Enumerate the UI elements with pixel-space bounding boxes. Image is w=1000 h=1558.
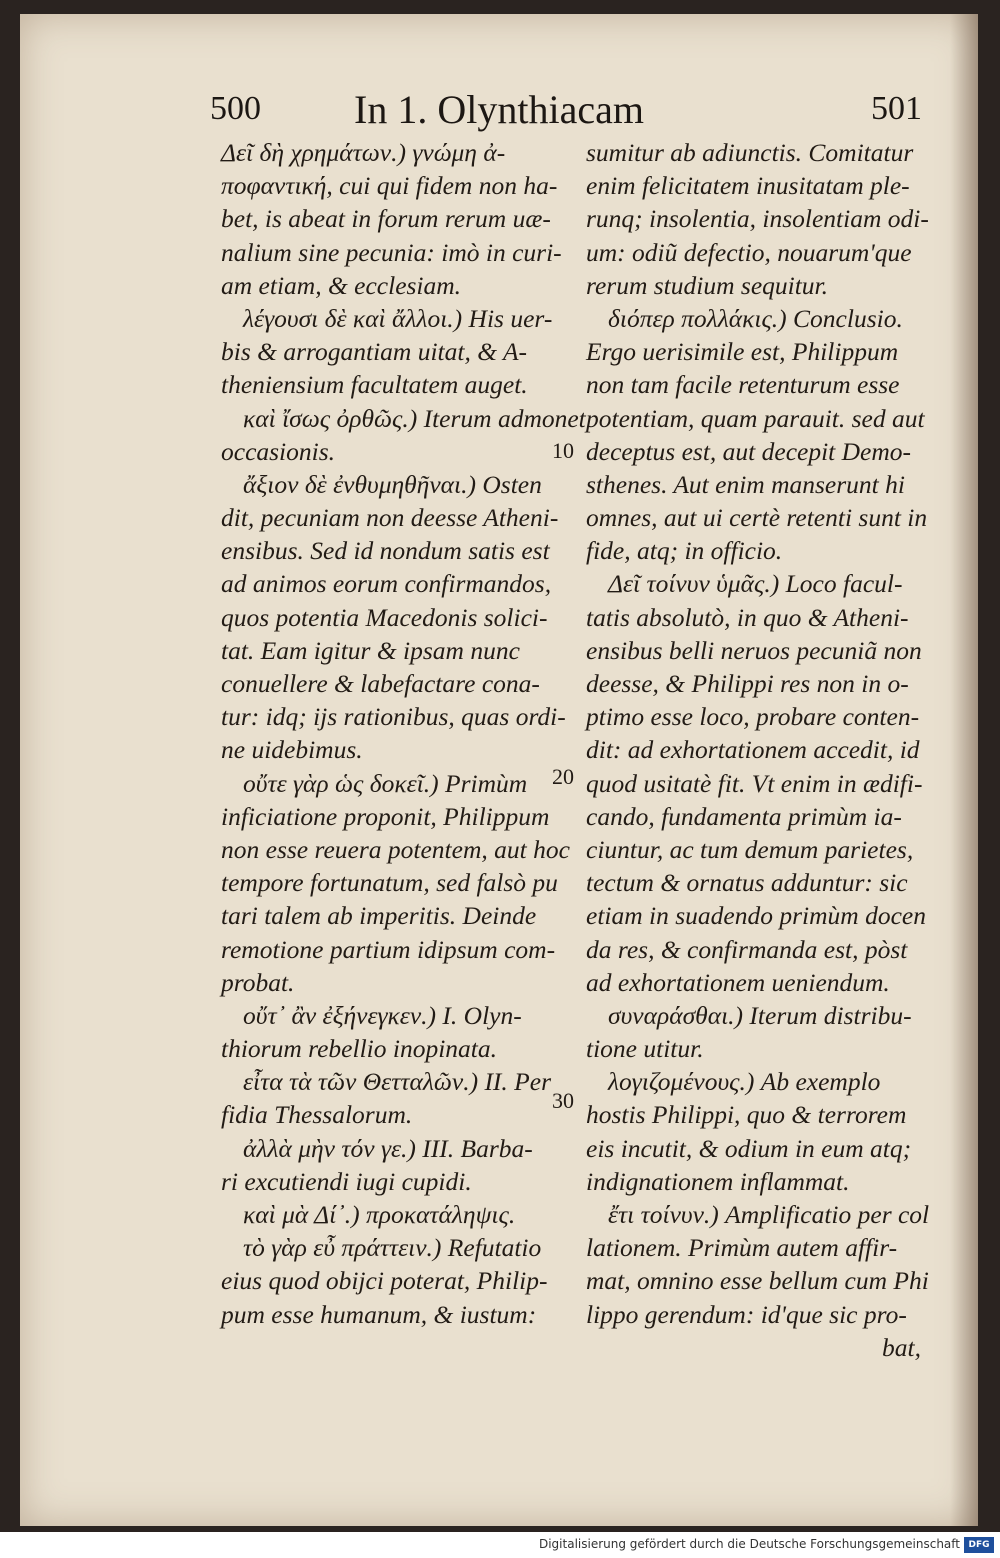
text-line: sthenes. Aut enim manserunt hi [586,469,905,499]
text-line: sumitur ab adiunctis. Comitatur [586,138,914,167]
text-line: cando, fundamenta primùm ia- [586,801,902,831]
text-line: etiam in suadendo primùm docen [586,901,926,931]
text-line: ri excutiendi iugi cupidi. [221,1166,472,1196]
text-line: deceptus est, aut decepit Demo- [586,436,912,466]
text-line: καὶ μὰ Δί᾽.) προκατάληψις. [243,1200,516,1229]
text-line: dit, pecuniam non deesse Atheni- [221,503,559,533]
text-line: occasionis. [221,436,336,466]
text-line: non tam facile retenturum esse [586,370,900,400]
page-edge-shadow [950,14,978,1526]
left-page-number: 500 [210,90,261,127]
text-line: bis & arrogantiam uitat, & A- [221,337,528,367]
text-line: tur: idq; ijs rationibus, quas ordi- [221,702,566,732]
text-line: eius quod obijci poterat, Philip- [221,1266,548,1296]
text-line: thiorum rebellio inopinata. [221,1034,498,1064]
text-line: theniensium facultatem auget. [221,370,528,400]
text-line: καὶ ἴσως ὀρθῶς.) Iterum admonet [243,403,586,433]
text-line: conuellere & labefactare cona- [221,669,540,698]
text-line: οὔτ᾽ ἂν ἐξήνεγκεν.) I. Olyn- [243,1000,522,1030]
text-line: συναράσθαι.) Iterum distribu- [608,1000,912,1030]
text-line: am etiam, & ecclesiam. [221,270,462,300]
text-line: um: odiũ defectio, nouarum'que [586,237,912,267]
text-line: ἔτι τοίνυν.) Amplificatio per col [608,1200,930,1229]
line-number-margin: 10 [552,438,574,463]
line-number-margin: 20 [552,764,574,789]
text-line: Δεῖ τοίνυν ὑμᾶς.) Loco facul- [608,569,903,599]
text-line: ad exhortationem ueniendum. [586,967,890,997]
text-line: pum esse humanum, & iustum: [221,1299,537,1329]
text-line: τὸ γὰρ εὖ πράττειν.) Refutatio [243,1233,542,1263]
text-line: διόπερ πολλάκις.) Conclusio. [608,303,903,333]
text-line: indignationem inflammat. [586,1166,850,1196]
book-page [20,14,978,1526]
text-line: rerum studium sequitur. [586,270,829,300]
text-line: quos potentia Macedonis solici- [221,602,548,632]
text-line: hostis Philippi, quo & terrorem [586,1100,907,1130]
text-line: ensibus. Sed id nondum satis est [221,536,550,566]
right-page-number: 501 [871,90,922,127]
text-line: fide, atq; in officio. [586,536,783,566]
text-line: nalium sine pecunia: imò in curi- [221,237,562,267]
text-line: inficiatione proponit, Philippum [221,801,550,831]
text-line: οὔτε γὰρ ὡς δοκεῖ.) Primùm [243,768,528,798]
text-line: ensibus belli neruos pecuniã non [586,635,922,665]
text-line: Δεῖ δὴ χρημάτων.) γνώμη ἀ- [221,138,506,167]
text-line: ἄξιον δὲ ἐνθυμηθῆναι.) Osten [243,469,542,499]
text-line: enim felicitatem inusitatam ple- [586,171,910,201]
text-line: runq; insolentia, insolentiam odi- [586,204,929,234]
text-line: tatis absolutò, in quo & Atheni- [586,602,909,632]
text-line: tectum & ornatus adduntur: sic [586,868,908,898]
text-line: omnes, aut ui certè retenti sunt in [586,503,928,533]
text-line: remotione partium idipsum com- [221,934,556,964]
text-line: ne uidebimus. [221,735,363,765]
text-line: ptimo esse loco, probare conten- [586,702,920,732]
line-number-margin: 30 [552,1088,574,1113]
text-line: tempore fortunatum, sed falsò pu [221,868,558,898]
text-line: lationem. Primùm autem affir- [586,1233,898,1263]
text-line: non esse reuera potentem, aut hoc [221,834,570,864]
text-line: eis incutit, & odium in eum atq; [586,1133,912,1163]
text-line: dit: ad exhortationem accedit, id [586,735,920,765]
running-title: In 1. Olynthiacam [354,87,644,132]
right-column [586,136,931,1364]
text-line: mat, omnino esse bellum cum Phi [586,1266,929,1296]
text-line: quod usitatè fit. Vt enim in ædifi- [586,768,923,798]
text-line: εἶτα τὰ τῶν Θετταλῶν.) II. Per [243,1067,551,1097]
text-line: λέγουσι δὲ καὶ ἄλλοι.) His uer- [243,303,553,333]
dfg-logo-icon: DFG [964,1537,994,1553]
text-line: λογιζομένους.) Ab exemplo [608,1067,881,1097]
text-line: Ergo uerisimile est, Philippum [586,337,899,367]
text-line: ποφαντική, cui qui fidem non ha- [221,171,558,201]
text-line: ciuntur, ac tum demum parietes, [586,834,914,864]
text-line: bet, is abeat in forum rerum uæ- [221,204,551,234]
text-line: ad animos eorum confirmandos, [221,569,552,599]
page-header [20,86,978,136]
funding-credit: Digitalisierung gefördert durch die Deutsche Forschungsgemeinschaft [538,1537,960,1551]
text-line: deesse, & Philippi res non in o- [586,669,909,698]
catchword: bat, [882,1332,921,1362]
text-line: lippo gerendum: id'que sic pro- [586,1299,907,1329]
text-line: tione utitur. [586,1034,704,1064]
text-line: probat. [221,967,295,997]
text-line: da res, & confirmanda est, pòst [586,934,908,964]
digitization-footer [0,1532,1000,1558]
text-line: ἀλλὰ μὴν τόν γε.) III. Barba- [243,1133,533,1163]
left-column [221,136,586,1331]
text-line: fidia Thessalorum. [221,1100,413,1130]
text-line: tat. Eam igitur & ipsam nunc [221,635,520,665]
text-line: tari talem ab imperitis. Deinde [221,901,537,931]
text-line: potentiam, quam parauit. sed aut [586,403,925,433]
